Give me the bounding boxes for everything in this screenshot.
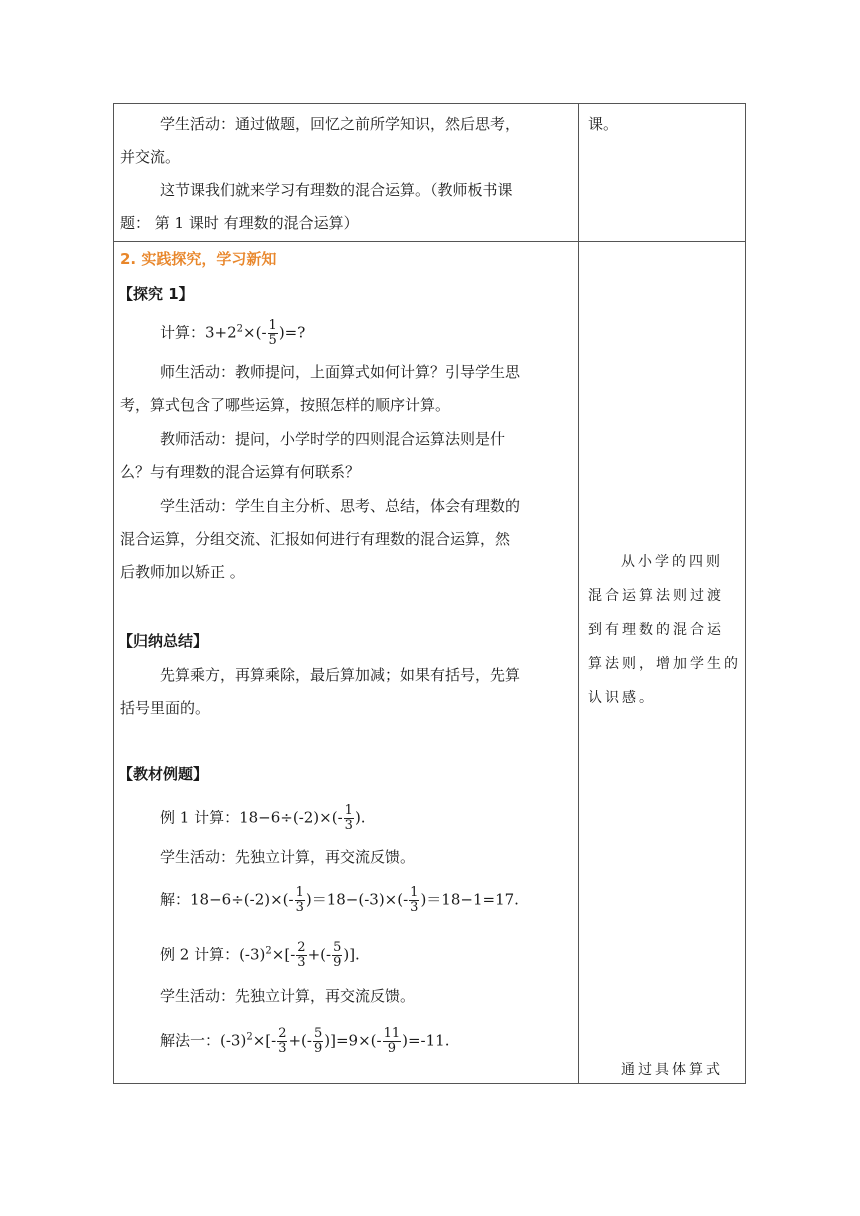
example1-solution: 解：18−6÷(-2)×(- $\frac{1}{3}$ )＝18−(-3)×(- $\frac{1}{3}$ )＝18−1=17.: [160, 885, 519, 915]
explore1-heading: 【探究 1】: [118, 285, 194, 303]
examples-heading: 【教材例题】: [118, 765, 209, 783]
note-line6: 通过具体算式: [621, 1062, 723, 1078]
fraction: $\frac{2}{3}$: [297, 940, 306, 970]
explore1-p2-l1: 教师活动：提问，小学时学的四则混合运算法则是什: [160, 430, 506, 448]
fraction: $\frac{1}{3}$: [344, 803, 353, 833]
note-line5: 认识感。: [588, 690, 656, 706]
row-divider: [114, 241, 745, 242]
example2-activity: 学生活动：先独立计算，再交流反馈。: [160, 987, 416, 1005]
section-title: 2. 实践探究，学习新知: [120, 250, 277, 268]
row1-line4: 题： 第 1 课时 有理数的混合运算）: [120, 214, 359, 232]
example1-activity: 学生活动：先独立计算，再交流反馈。: [160, 848, 416, 866]
explore1-p3-l3: 后教师加以矫正 。: [120, 563, 245, 581]
explore1-p1-l2: 考，算式包含了哪些运算，按照怎样的顺序计算。: [120, 396, 451, 414]
example2-solution: 解法一：$(-3)^2\times[-$ $\frac{2}{3}$ +(- $\frac{5}{9}$ )]=9×(- $\frac{11}{9}$ )=-11.: [160, 1026, 450, 1056]
note-line2: 混合运算法则过渡: [588, 588, 724, 604]
fraction: $\frac{1}{3}$: [410, 885, 419, 915]
note-line4: 算法则，增加学生的: [588, 656, 741, 672]
explore1-p3-l1: 学生活动：学生自主分析、思考、总结，体会有理数的: [160, 497, 521, 515]
fraction: $\frac{5}{9}$: [333, 940, 342, 970]
fraction: $\frac{1}{5}$: [268, 318, 277, 348]
note-line3: 到有理数的混合运: [588, 622, 724, 638]
fraction: $\frac{11}{9}$: [383, 1026, 401, 1056]
summary-heading: 【归纳总结】: [118, 632, 209, 650]
row1-line3: 这节课我们就来学习有理数的混合运算。（教师板书课: [160, 181, 513, 199]
summary-l2: 括号里面的。: [120, 699, 211, 717]
row1-line1: 学生活动：通过做题，回忆之前所学知识，然后思考，: [160, 115, 521, 133]
example2-line: 例 2 计算：$(-3)^2\times[-$ $\frac{2}{3}$ +(- $\frac{5}{9}$ )].: [160, 940, 360, 970]
summary-l1: 先算乘方，再算乘除，最后算加减；如果有括号，先算: [160, 666, 521, 684]
explore1-calc: 计算：$3+2^2\times(-$ $\frac{1}{5}$ )=?: [160, 318, 306, 348]
explore1-p3-l2: 混合运算，分组交流、汇报如何进行有理数的混合运算，然: [120, 530, 511, 548]
fraction: $\frac{2}{3}$: [278, 1026, 287, 1056]
fraction: $\frac{1}{3}$: [295, 885, 304, 915]
explore1-p1-l1: 师生活动：教师提问，上面算式如何计算？引导学生思: [160, 363, 521, 381]
fraction: $\frac{5}{9}$: [313, 1026, 323, 1056]
lesson-table: [113, 103, 746, 1084]
row1-note: 课。: [588, 115, 619, 133]
explore1-p2-l2: 么？与有理数的混合运算有何联系？: [120, 463, 361, 481]
row1-line2: 并交流。: [120, 148, 181, 166]
example1-line: 例 1 计算：18−6÷(-2)×(- $\frac{1}{3}$ ).: [160, 803, 366, 833]
note-line1: 从小学的四则: [621, 554, 723, 570]
column-divider: [578, 104, 579, 1083]
